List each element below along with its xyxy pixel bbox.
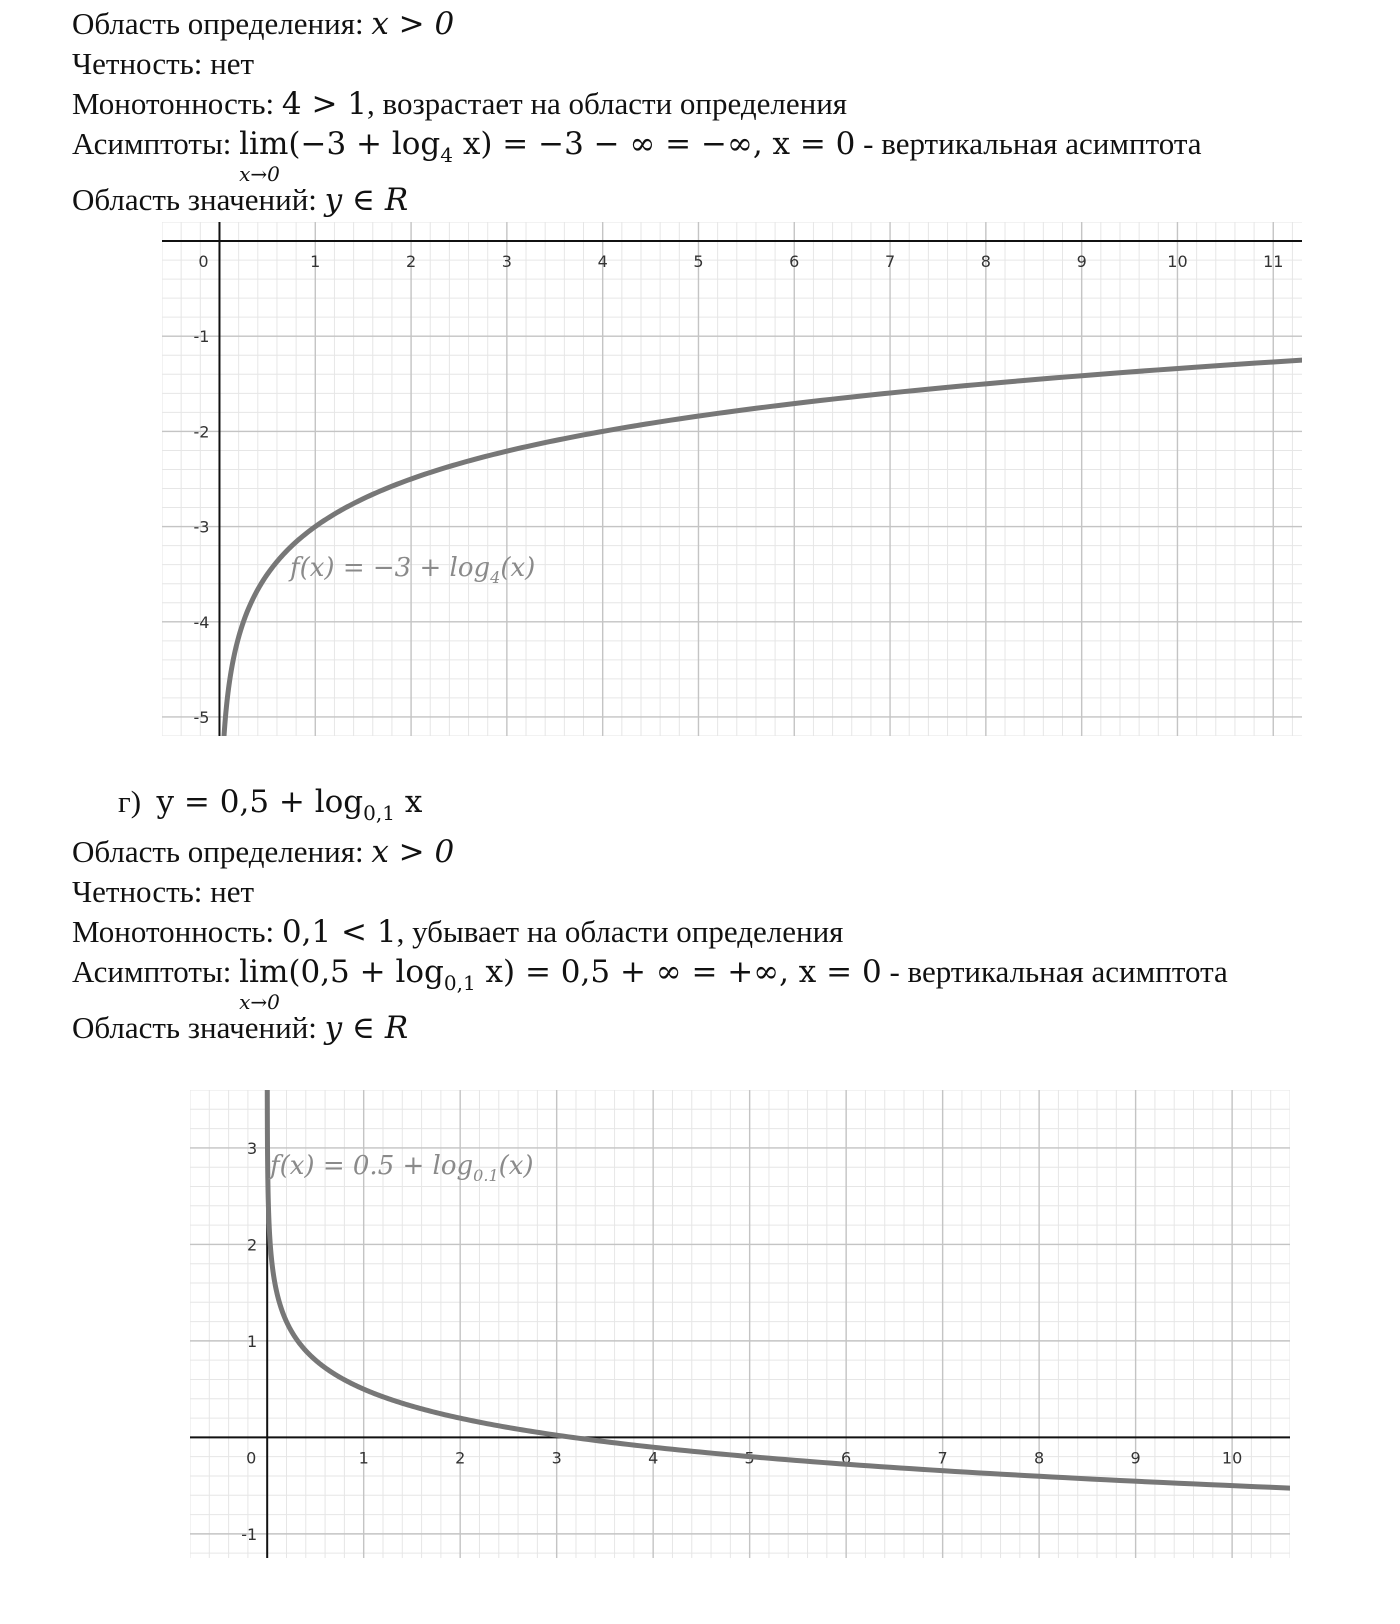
log4-graph (162, 222, 1302, 736)
y-tick-label: -1 (241, 1524, 258, 1544)
x-tick-label: 2 (455, 1448, 466, 1468)
function-label-tail: (x) (498, 1151, 534, 1181)
y-tick-label: 2 (247, 1235, 258, 1255)
monotonic-text: , возрастает на области определения (367, 86, 848, 121)
asymptote-expr-pre: (−3 + log (288, 126, 441, 162)
parity-line-1: Четность: нет (72, 46, 255, 81)
monotonic-label: Монотонность: (72, 914, 275, 949)
x-tick-label: 0 (246, 1448, 257, 1468)
x-tick-label: 1 (358, 1448, 369, 1468)
y-tick-label: -3 (193, 517, 210, 537)
asymptote-expr-post: x) = −3 − ∞ = −∞, x = 0 (453, 126, 856, 162)
x-tick-label: 4 (597, 252, 608, 272)
function-curve (267, 1090, 1290, 1488)
y-tick-label: -5 (193, 707, 210, 727)
log01-graph (190, 1090, 1290, 1558)
asymptote-text: - вертикальная асимптота (855, 126, 1202, 161)
x-tick-label: 5 (744, 1448, 755, 1468)
asymptote-text: - вертикальная асимптота (881, 954, 1228, 989)
y-tick-label: 1 (247, 1331, 258, 1351)
domain-math: x > 0 (371, 834, 455, 870)
heading-math-post: x (394, 784, 423, 820)
x-tick-label: 10 (1167, 252, 1188, 272)
x-tick-label: 8 (1034, 1448, 1045, 1468)
domain-line-1 (72, 4, 454, 44)
function-label-base: 4 (490, 568, 501, 587)
x-tick-label: 4 (648, 1448, 659, 1468)
asymptote-base: 0,1 (443, 971, 476, 995)
monotonic-math: 4 > 1 (281, 86, 368, 122)
asymptote-expr-pre: (0,5 + log (288, 954, 444, 990)
parity-line-2: Четность: нет (72, 874, 255, 909)
x-tick-label: 9 (1076, 252, 1087, 272)
asymptote-line-2 (72, 952, 1228, 1014)
monotonic-line-1 (72, 84, 847, 124)
monotonic-text: , убывает на области определения (396, 914, 844, 949)
x-tick-label: 6 (789, 252, 800, 272)
function-label-main: f(x) = −3 + log (290, 553, 491, 583)
x-tick-label: 0 (198, 252, 209, 272)
monotonic-label: Монотонность: (72, 86, 275, 121)
lim-word: lim (239, 126, 289, 162)
x-tick-label: 9 (1130, 1448, 1141, 1468)
grid (162, 222, 1302, 736)
x-tick-label: 5 (693, 252, 704, 272)
x-tick-label: 8 (980, 252, 991, 272)
x-tick-label: 7 (937, 1448, 948, 1468)
domain-label: Область определения: (72, 6, 364, 41)
y-tick-label: 3 (247, 1138, 258, 1158)
heading-g (118, 782, 422, 833)
range-math: y ∈ R (324, 182, 409, 218)
domain-label: Область определения: (72, 834, 364, 869)
lim-word: lim (239, 954, 289, 990)
asymptote-label: Асимптоты: (72, 954, 232, 989)
x-tick-label: 3 (501, 252, 512, 272)
x-tick-label: 6 (841, 1448, 852, 1468)
x-tick-label: 10 (1221, 1448, 1243, 1468)
lim-operator (239, 124, 289, 186)
heading-base: 0,1 (363, 801, 395, 825)
range-label: Область значений: (72, 182, 317, 217)
x-tick-label: 2 (405, 252, 417, 272)
range-line-1 (72, 180, 408, 220)
function-label (288, 553, 535, 587)
heading-math-pre: y = 0,5 + log (156, 784, 364, 820)
lim-operator (239, 952, 289, 1014)
x-tick-label: 1 (310, 252, 321, 272)
y-tick-label: -1 (193, 327, 210, 347)
asymptote-line-1 (72, 124, 1202, 186)
domain-line-2 (72, 832, 454, 872)
function-label-tail: (x) (500, 553, 536, 583)
asymptote-label: Асимптоты: (72, 126, 232, 161)
range-math: y ∈ R (324, 1010, 409, 1046)
y-tick-label: -4 (193, 612, 210, 632)
function-label-main: f(x) = 0.5 + log (270, 1151, 474, 1181)
function-label-base: 0.1 (473, 1166, 499, 1185)
heading-letter: г) (118, 784, 142, 819)
x-tick-label: 3 (551, 1448, 562, 1468)
x-tick-label: 7 (884, 252, 896, 272)
x-tick-label: 11 (1263, 252, 1284, 272)
monotonic-math: 0,1 < 1 (281, 914, 397, 950)
range-label: Область значений: (72, 1010, 317, 1045)
domain-math: x > 0 (371, 6, 455, 42)
range-line-2 (72, 1008, 408, 1048)
asymptote-expr-post: x) = 0,5 + ∞ = +∞, x = 0 (475, 954, 882, 990)
function-label (268, 1151, 534, 1185)
lim-sub: x→0 (239, 990, 280, 1014)
monotonic-line-2 (72, 912, 843, 952)
y-tick-label: -2 (193, 422, 210, 442)
lim-sub: x→0 (239, 162, 280, 186)
asymptote-base: 4 (440, 143, 454, 167)
